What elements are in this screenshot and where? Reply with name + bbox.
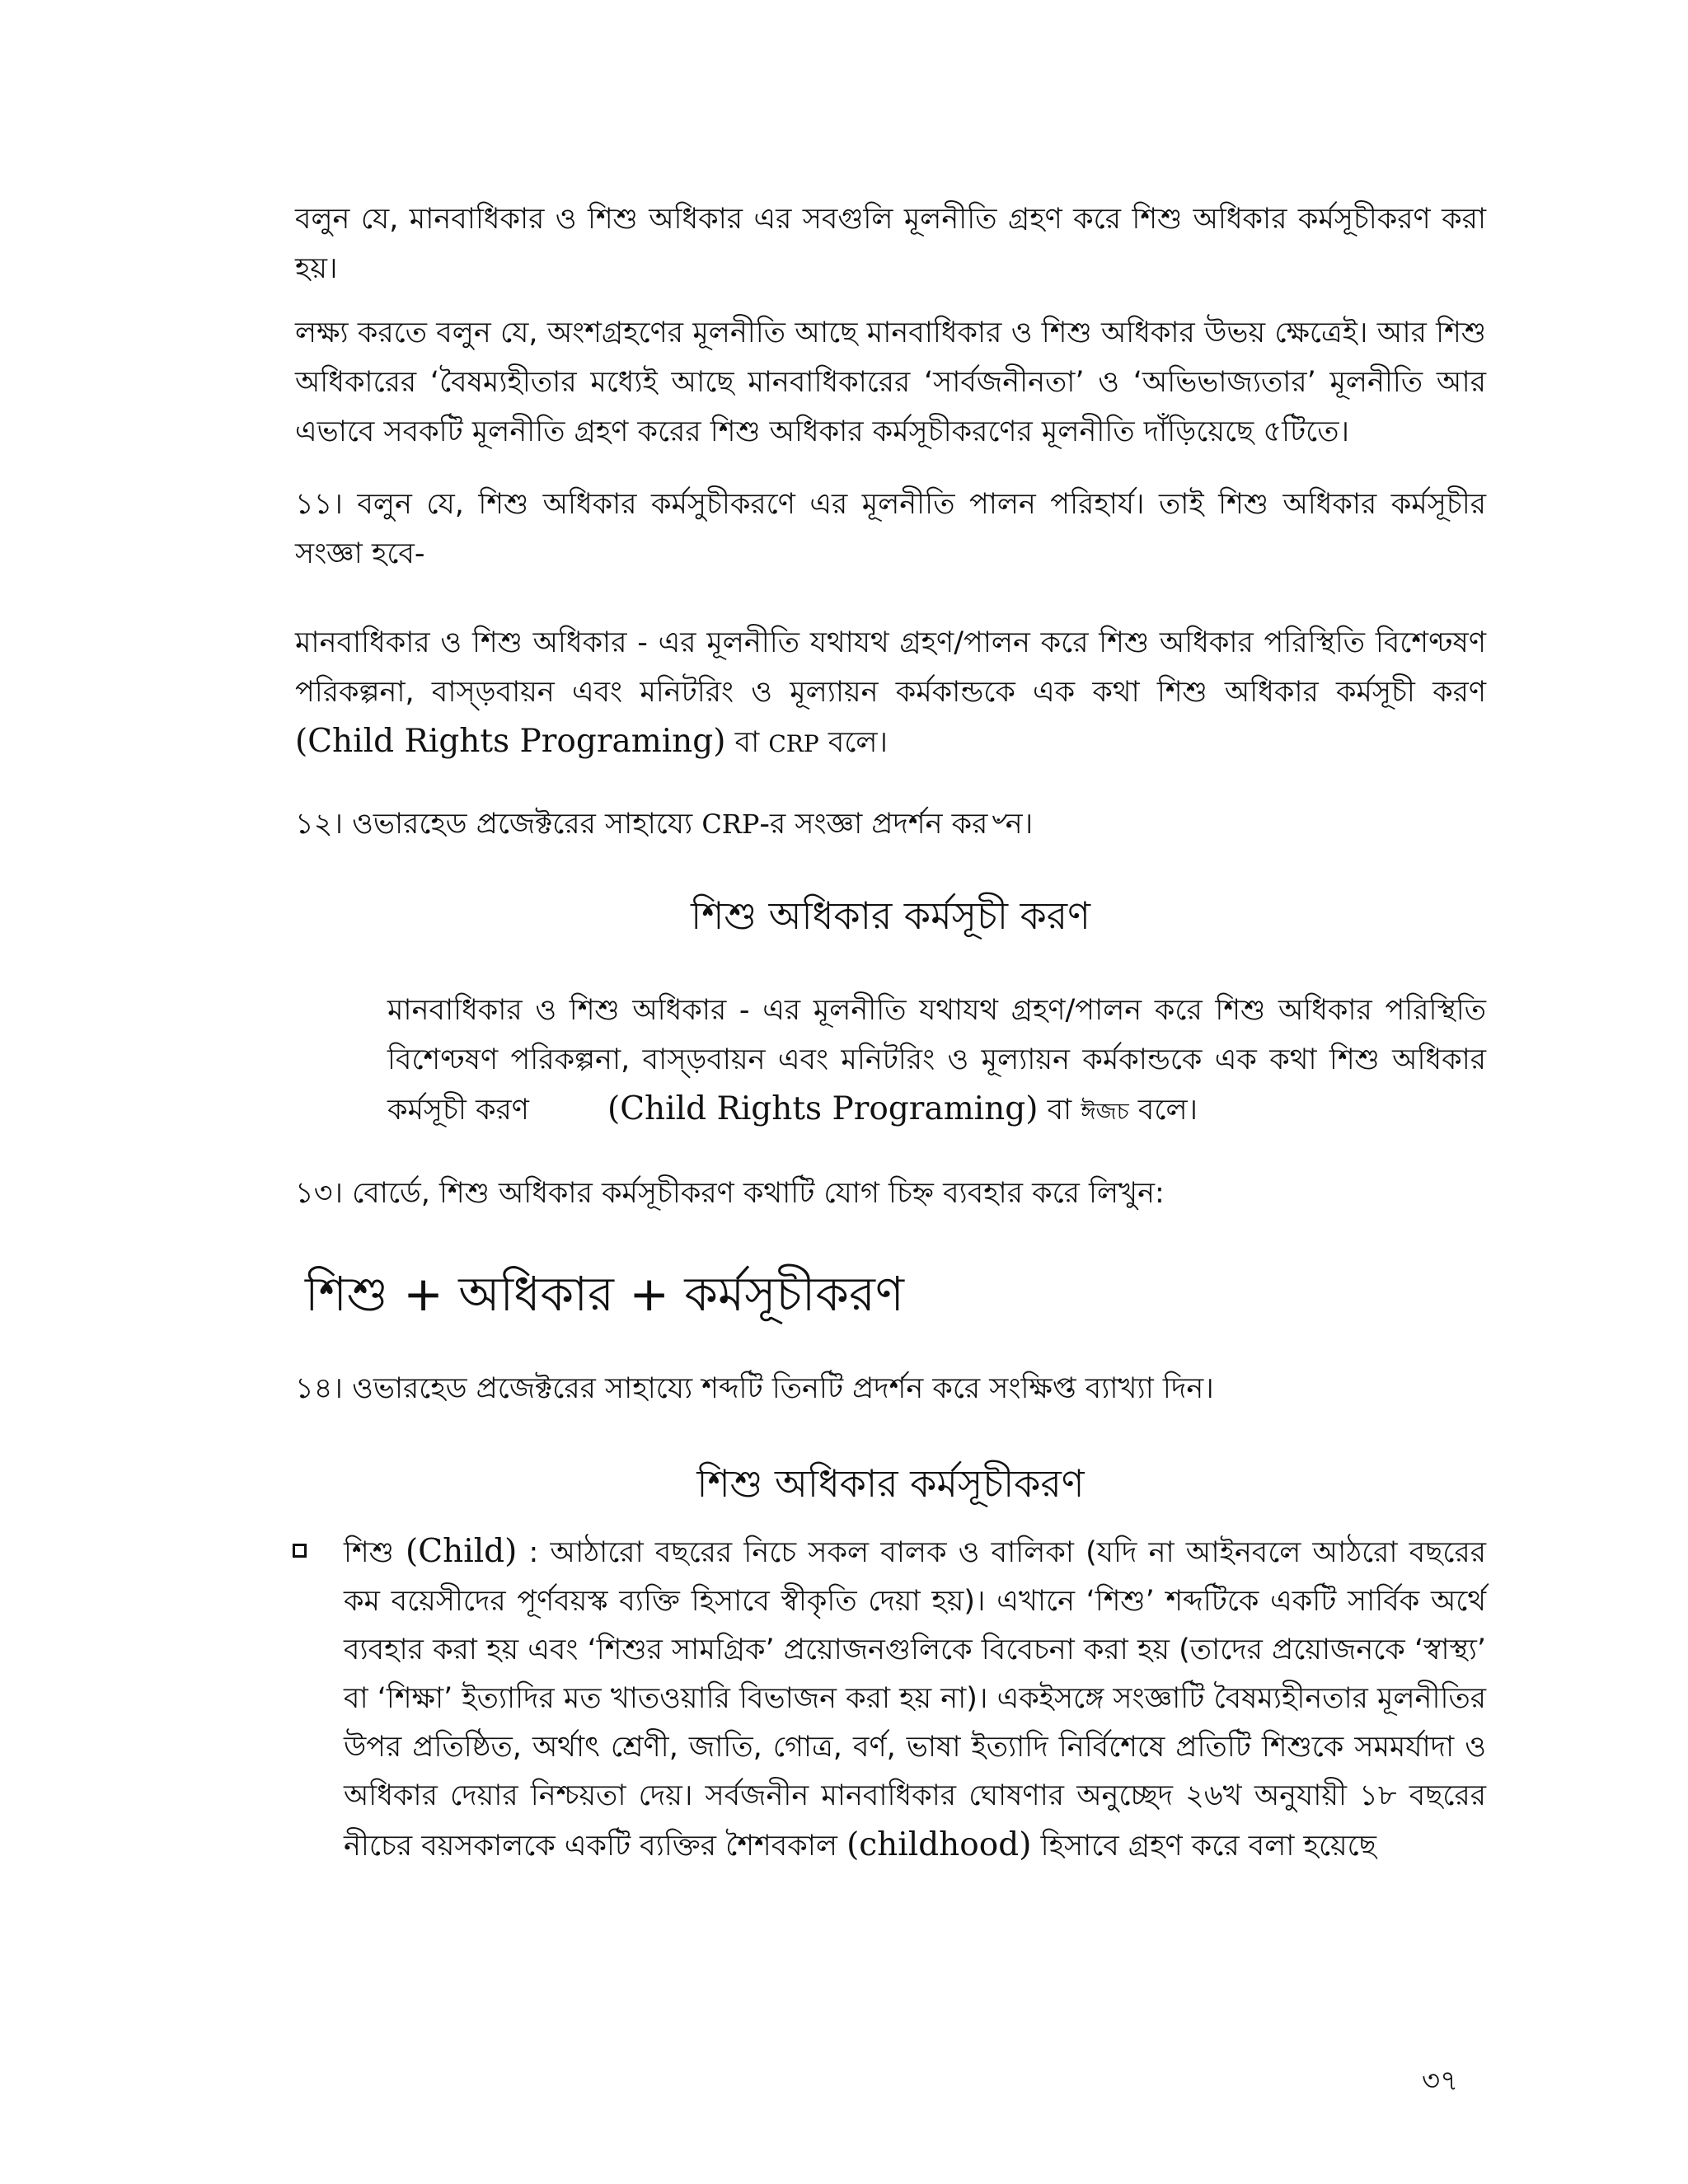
bullet-text [344,1527,1486,1871]
bullet-term: শিশু [344,1536,406,1569]
paragraph-item-14: ১৪। ওভারহেড প্রজেক্টরের সাহায্যে শব্দটি তিনটি প্রদর্শন করে সংক্ষিপ্ত ব্যাখ্যা দিন। [295,1372,1214,1405]
crp-definition-english: (Child Rights Programing) [295,723,726,760]
crp-definition-text: মানবাধিকার ও শিশু অধিকার - এর মূলনীতি যথাযথ গ্রহণ/পালন করে শিশু অধিকার পরিস্থিতি বিশেণ্ঢষণ পরিকল্পনা, বাস্ড়বায়ন এবং মনিটরিং ও মূল্যায়ন কর্মকান্ডকে এক কথা শিশু অধিকার কর্মসূচী করণ [295,626,1486,709]
bullet-text-part-1: : আঠারো বছরের নিচে সকল বালক ও বালিকা (যদি না আইনবলে আঠরো বছরের কম বয়েসীদের পূর্ণবয়স্ক ব্যক্তি হিসাবে স্বীকৃতি দেয়া হয়)। এখানে ‘শিশু’ শব্দটিকে একটি সার্বিক অর্থে ব্যবহার করা হয় এবং ‘শিশুর সামগ্রিক’ প্রয়োজনগুলিকে বিবেচনা করা হয় (তাদের প্রয়োজনকে ‘স্বাস্থ্য’ বা ‘শিক্ষা’ ইত্যাদির মত খাতওয়ারি বিভাজন করা হয় না)। একইসঙ্গে সংজ্ঞাটি বৈষম্যহীনতার মূলনীতির উপর প্রতিষ্ঠিত, অর্থাৎ শ্রেণী, জাতি, গোত্র, বর্ণ, ভাষা ইত্যাদি নির্বিশেষে প্রতিটি শিশুকে সমমর্যাদা ও অধিকার দেয়ার নিশ্চয়তা দেয়। সর্বজনীন মানবাধিকার ঘোষণার অনুচ্ছেদ ২৬খ অনুযায়ী ১৮ বছরের নীচের বয়সকালকে একটি ব্যক্তির শৈশবকাল [344,1536,1486,1863]
formula-crp: শিশু + অধিকার + কর্মসূচীকরণ [305,1266,904,1322]
crp-abbreviation: CRP [768,730,819,757]
heading-crp-2: শিশু অধিকার কর্মসূচীকরণ [696,1461,1085,1506]
bullet-term-english: (Child) [406,1533,518,1570]
paragraph-item-13: ১৩। বোর্ডে, শিশু অধিকার কর্মসূচীকরণ কথাটি যোগ চিহ্ন ব্যবহার করে লিখুন: [295,1177,1165,1210]
paragraph-participation-note: লক্ষ্য করতে বলুন যে, অংশগ্রহণের মূলনীতি আছে মানবাধিকার ও শিশু অধিকার উভয় ক্ষেত্রেই। আর শিশু অধিকারের ‘বৈষম্যহীতার মধ্যেই আছে মানবাধিকারের ‘সার্বজনীনতা’ ও ‘অভিভাজ্যতার’ মূলনীতি আর এভাবে সবকটি মূলনীতি গ্রহণ করের শিশু অধিকার কর্মসূচীকরণের মূলনীতি দাঁড়িয়েছে ৫টিতে। [295,316,1486,448]
boxed-definition-code: ঈজচ [1081,1098,1129,1125]
bullet-text-part-2: হিসাবে গ্রহণ করে বলা হয়েছে [1031,1830,1376,1863]
paragraph-crp-definition [295,618,1486,769]
boxed-definition-english: (Child Rights Programing) [607,1090,1039,1127]
item-12-crp: CRP [701,808,760,840]
paragraph-item-11: ১১। বলুন যে, শিশু অধিকার কর্মসুচীকরণে এর মূলনীতি পালন পরিহার্য। তাই শিশু অধিকার কর্মসূচীর সংজ্ঞা হবে- [295,488,1486,570]
item-12-end: -র সংজ্ঞা প্রদর্শন কর৺ন। [759,808,1034,841]
square-bullet-icon [293,1544,307,1558]
boxed-definition [387,986,1486,1137]
boxed-definition-text: মানবাধিকার ও শিশু অধিকার - এর মূলনীতি যথাযথ গ্রহণ/পালন করে শিশু অধিকার পরিস্থিতি বিশেণ্ঢষণ পরিকল্পনা, বাস্ড়বায়ন এবং মনিটরিং ও মূল্যায়ন কর্মকান্ডকে এক কথা শিশু অধিকার কর্মসূচী করণ [387,994,1486,1127]
boxed-definition-connector: বা [1038,1094,1081,1127]
item-12-start: ১২। ওভারহেড প্রজেক্টরের সাহায্যে [295,808,702,841]
bullet-item-child [293,1527,1486,1871]
paragraph-item-12 [295,799,1486,849]
heading-crp: শিশু অধিকার কর্মসূচী করণ [691,893,1090,938]
crp-definition-connector: বা [725,726,769,759]
crp-definition-ending: বলে। [818,726,888,759]
boxed-definition-ending: বলে। [1128,1094,1198,1127]
page-number: ৩৭ [1422,2064,1459,2097]
bullet-text-english: (childhood) [846,1826,1032,1863]
paragraph-principles-intro: বলুন যে, মানবাধিকার ও শিশু অধিকার এর সবগুলি মূলনীতি গ্রহণ করে শিশু অধিকার কর্মসূচীকরণ করা হয়। [295,203,1486,285]
